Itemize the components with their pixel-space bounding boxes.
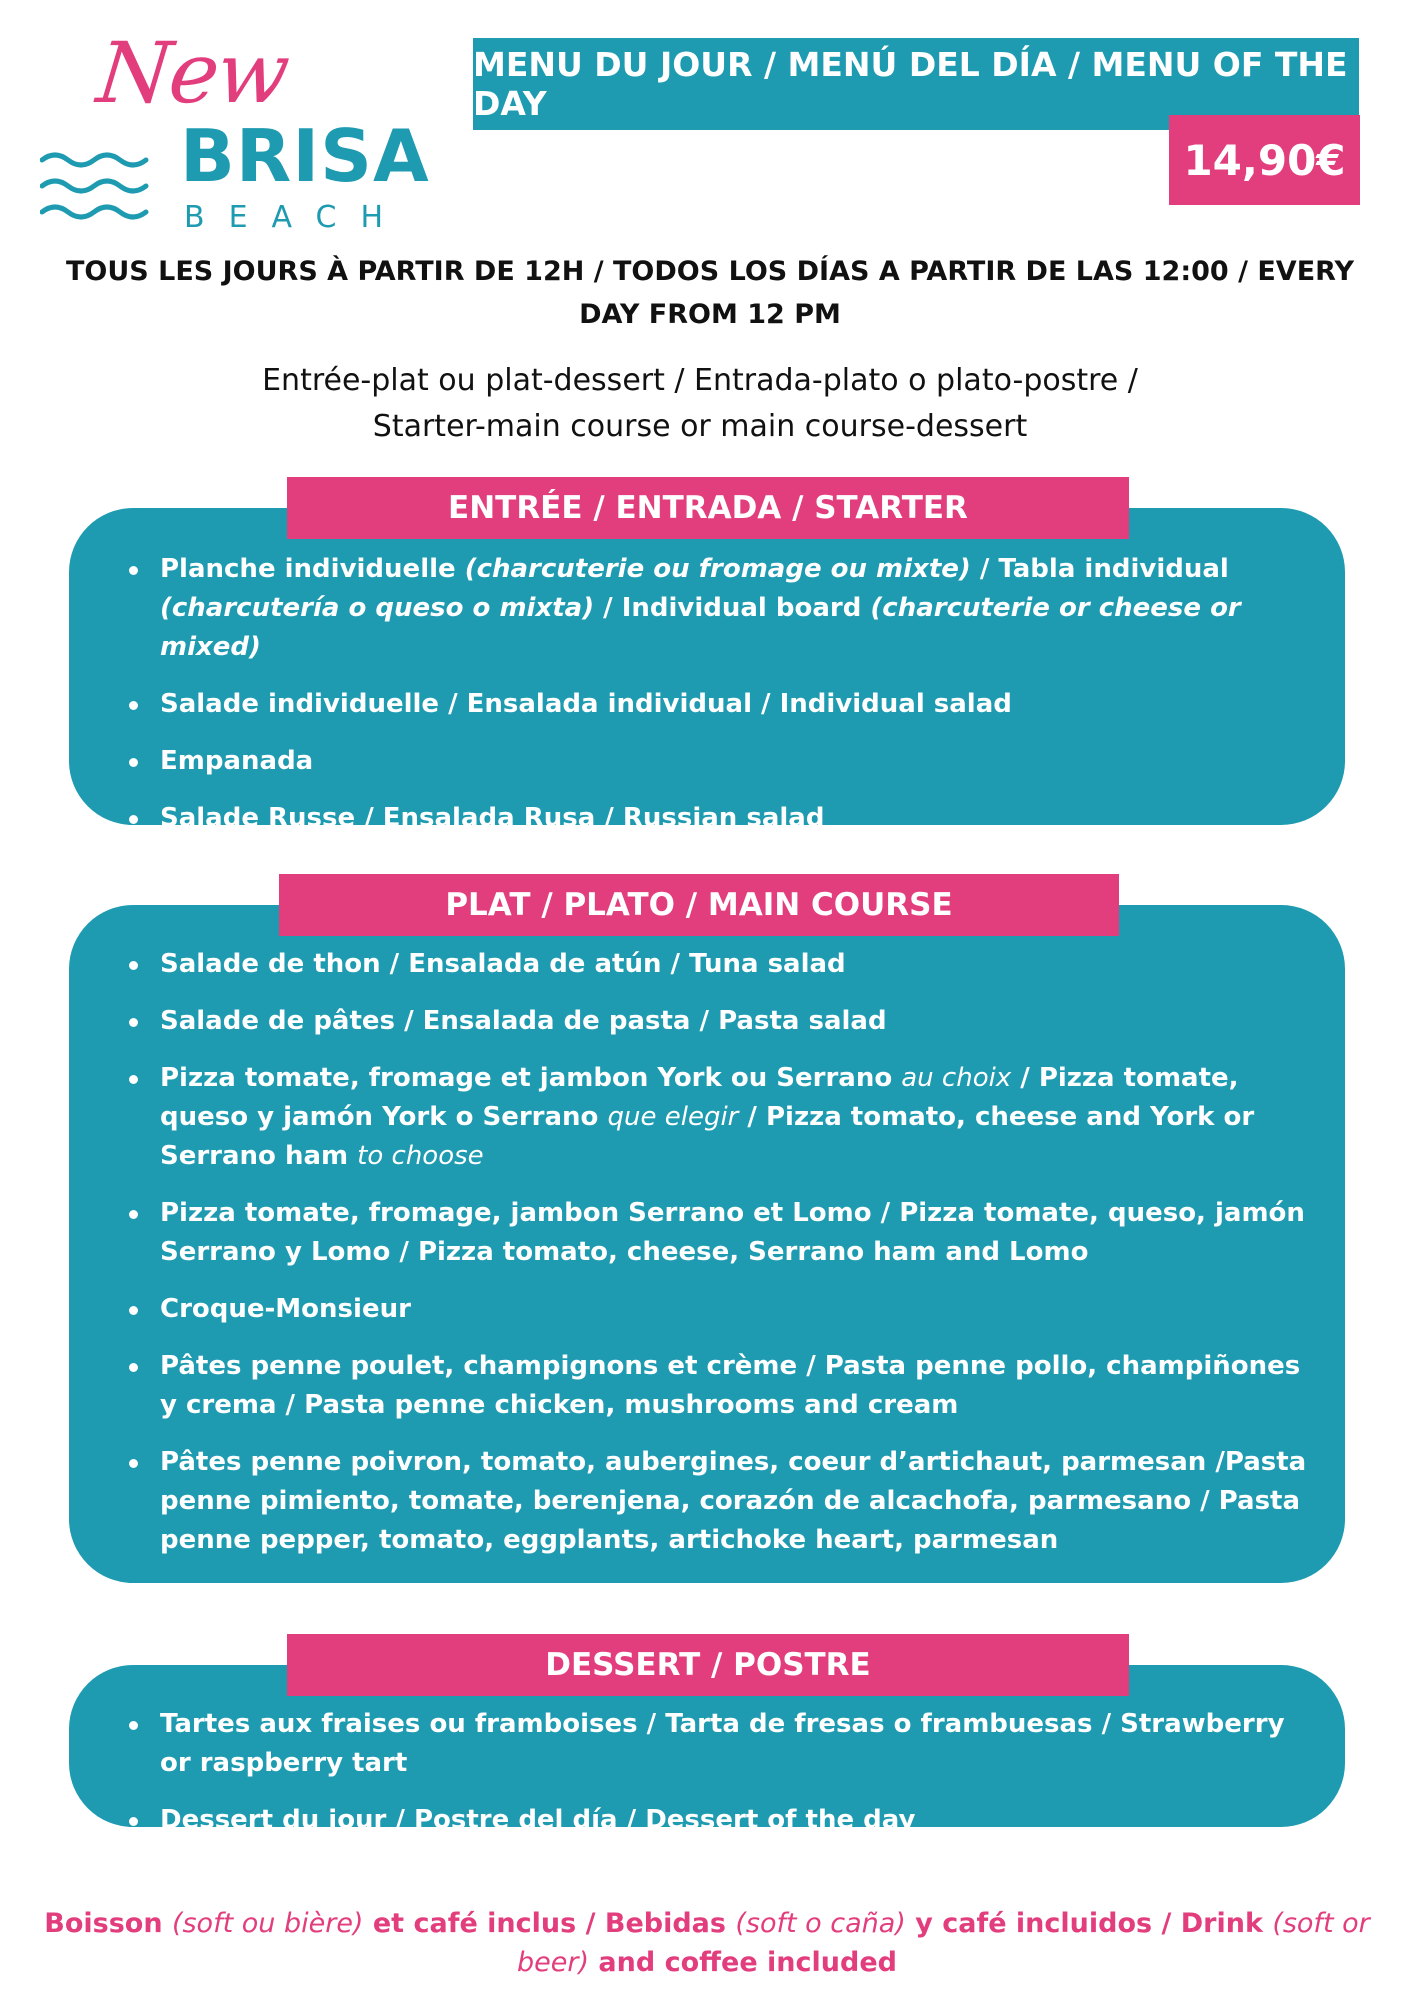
starter-section (69, 508, 1345, 833)
starter-list (129, 550, 1315, 856)
logo-new-text: New (92, 24, 293, 122)
formula-line-1: Entrée-plat ou plat-dessert / Entrada-plato o plato-postre / (262, 363, 1138, 398)
list-item: Pâtes penne poivron, tomato, aubergines, coeur d’artichaut, parmesan /Pasta penne pimiento, tomate, berenjena, corazón de alcachofa, parmesano / Pasta penne pepper, tomato, eggplants, artichoke heart, parmesan (129, 1443, 1315, 1560)
list-item: Pizza tomate, fromage et jambon York ou Serrano au choix / Pizza tomate, queso y jamón York o Serrano que elegir / Pizza tomato, cheese and York or Serrano ham to choose (129, 1059, 1315, 1176)
list-item: Croque-Monsieur (129, 1290, 1315, 1329)
waves-icon (40, 148, 150, 228)
price-badge: 14,90€ (1169, 115, 1360, 205)
main-course-section (69, 905, 1345, 1583)
starter-title: ENTRÉE / ENTRADA / STARTER (287, 477, 1129, 539)
main-course-title: PLAT / PLATO / MAIN COURSE (279, 874, 1119, 936)
list-item: Salade individuelle / Ensalada individual / Individual salad (129, 685, 1315, 724)
list-item: Dessert du jour / Postre del día / Dessert of the day (129, 1801, 1315, 1840)
dessert-title: DESSERT / POSTRE (287, 1634, 1129, 1696)
logo-brisa-text: BRISA (180, 114, 430, 198)
brand-logo (40, 22, 440, 235)
list-item: Tartes aux fraises ou framboises / Tarta de fresas o frambuesas / Strawberry or raspberry tart (129, 1705, 1315, 1783)
logo-beach-text: BEACH (184, 200, 408, 235)
drinks-included-note: Boisson (soft ou bière) et café inclus / Bebidas (soft o caña) y café incluidos / Drink (soft or beer) and coffee included (44, 1908, 1370, 1978)
list-item: Salade de pâtes / Ensalada de pasta / Pasta salad (129, 1002, 1315, 1041)
list-item: Planche individuelle (charcuterie ou fromage ou mixte) / Tabla individual (charcutería o queso o mixta) / Individual board (charcuterie or cheese or mixed) (129, 550, 1315, 667)
list-item: Salade de thon / Ensalada de atún / Tuna salad (129, 945, 1315, 984)
list-item: Pizza tomate, fromage, jambon Serrano et Lomo / Pizza tomate, queso, jamón Serrano y Lomo / Pizza tomato, cheese, Serrano ham and Lomo (129, 1194, 1315, 1272)
formula-text (100, 358, 1300, 450)
list-item: Pâtes penne poulet, champignons et crème / Pasta penne pollo, champiñones y crema / Pasta penne chicken, mushrooms and cream (129, 1347, 1315, 1425)
list-item: Salade Russe / Ensalada Rusa / Russian salad (129, 799, 1315, 838)
menu-of-the-day-banner: MENU DU JOUR / MENÚ DEL DÍA / MENU OF THE DAY (473, 38, 1359, 130)
list-item: Empanada (129, 742, 1315, 781)
main-course-list (129, 945, 1315, 1578)
dessert-list (129, 1705, 1315, 1858)
formula-line-2: Starter-main course or main course-dessert (372, 409, 1028, 444)
schedule-text: TOUS LES JOURS À PARTIR DE 12H / TODOS LOS DÍAS A PARTIR DE LAS 12:00 / EVERY DAY FROM 12 PM (65, 256, 1355, 330)
